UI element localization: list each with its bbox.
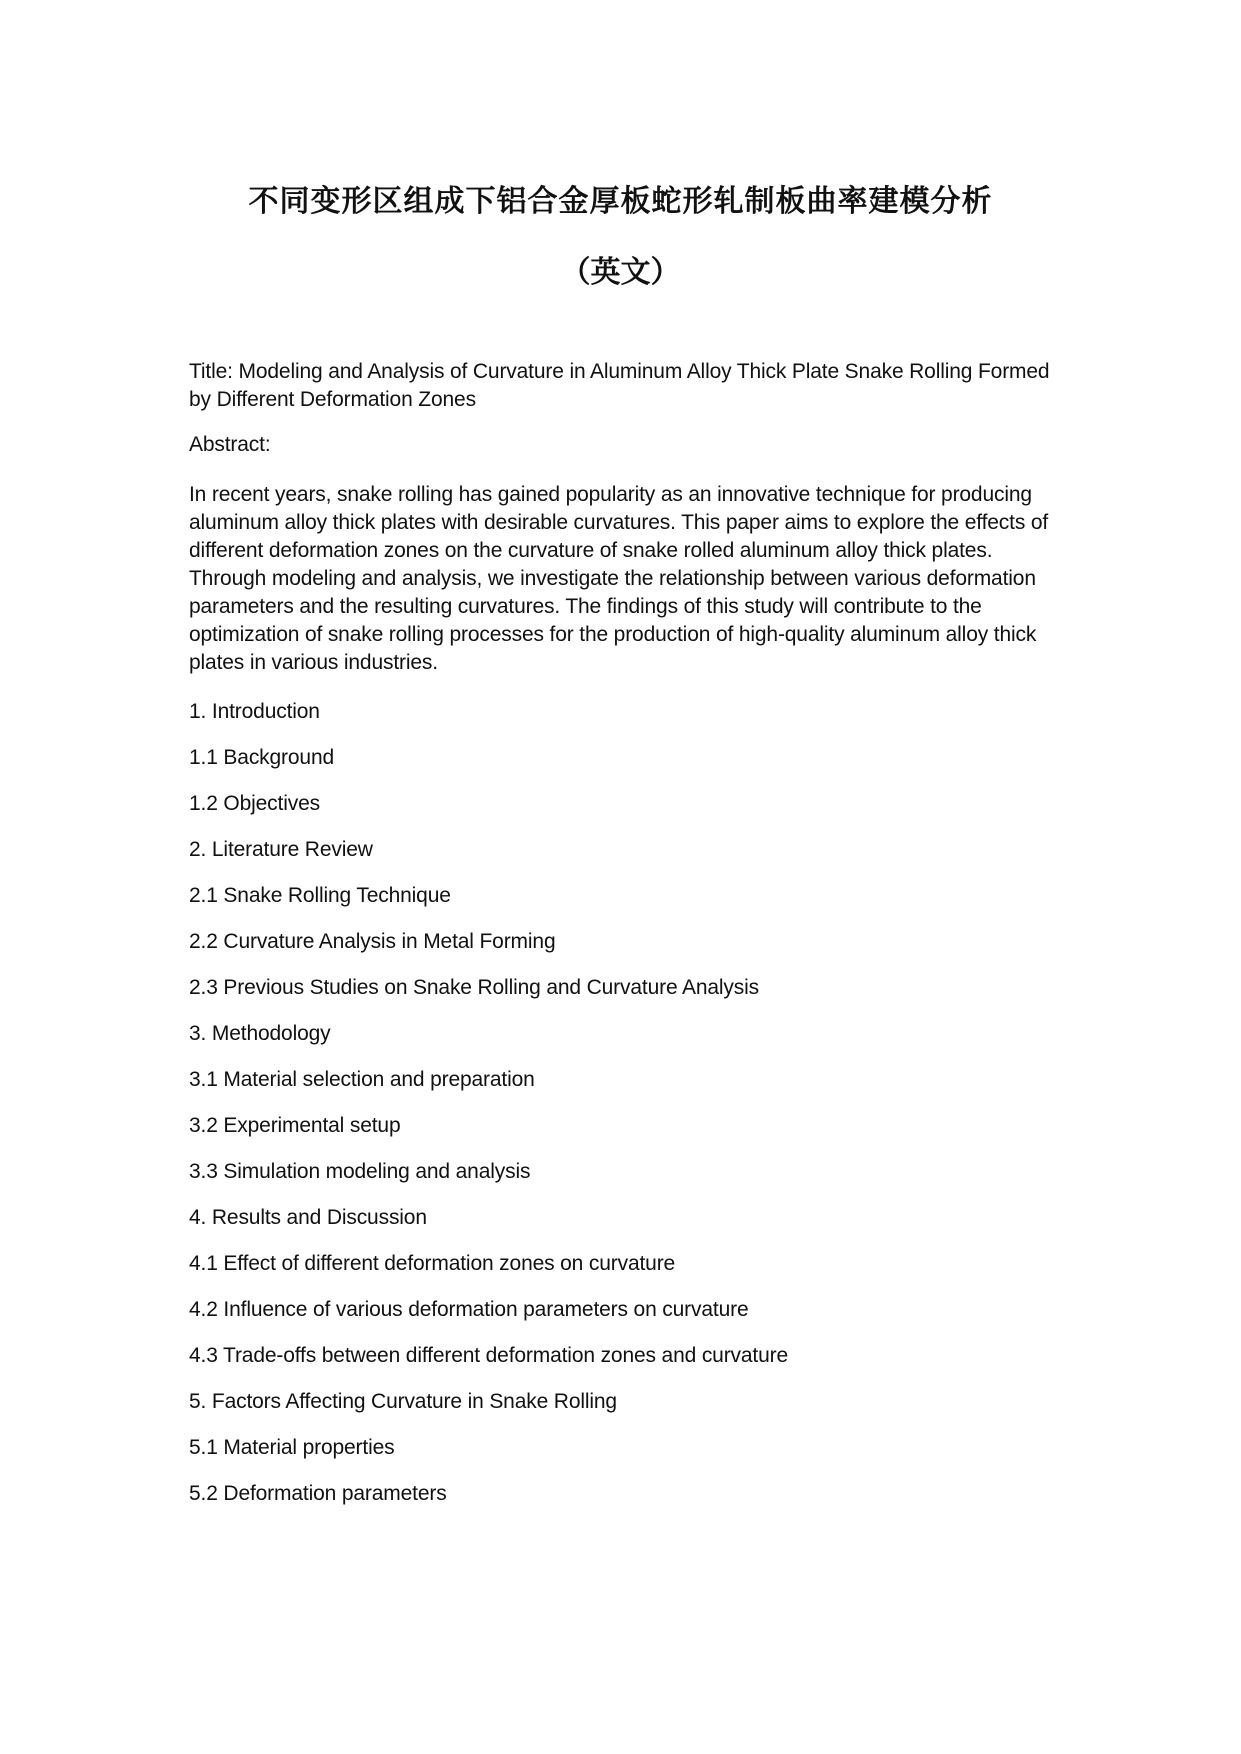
section-heading: 2.2 Curvature Analysis in Metal Forming	[189, 930, 556, 953]
section-heading: 4.1 Effect of different deformation zones on curvature	[189, 1252, 676, 1275]
section-heading: 2. Literature Review	[189, 838, 373, 861]
english-title: Title: Modeling and Analysis of Curvature in Aluminum Alloy Thick Plate Snake Rolling Formed by Different Deformation Zones	[189, 360, 1050, 411]
abstract-paragraph: In recent years, snake rolling has gained popularity as an innovative technique for producing aluminum alloy thick plates with desirable curvatures. This paper aims to explore the effects of different deformation zones on the curvature of snake rolled aluminum alloy thick plates. Through modeling and analysis, we investigate the relationship between various deformation parameters and the resulting curvatures. The findings of this study will contribute to the optimization of snake rolling processes for the production of high-quality aluminum alloy thick plates in various industries.	[189, 483, 1049, 674]
section-heading: 5.2 Deformation parameters	[189, 1482, 447, 1505]
section-heading: 5.1 Material properties	[189, 1436, 395, 1459]
section-heading: 4. Results and Discussion	[189, 1206, 427, 1229]
section-heading: 3. Methodology	[189, 1022, 331, 1045]
section-heading: 5. Factors Affecting Curvature in Snake Rolling	[189, 1390, 617, 1413]
section-outline	[189, 698, 1069, 1508]
document-body	[189, 358, 1069, 1526]
chinese-title: 不同变形区组成下铝合金厚板蛇形轧制板曲率建模分析	[248, 184, 993, 219]
chinese-subtitle: （英文）	[560, 255, 681, 290]
section-heading: 4.3 Trade-offs between different deformation zones and curvature	[189, 1344, 789, 1367]
section-heading: 3.3 Simulation modeling and analysis	[189, 1160, 531, 1183]
abstract-heading: Abstract:	[189, 433, 271, 456]
section-heading: 2.1 Snake Rolling Technique	[189, 884, 451, 907]
section-heading: 1. Introduction	[189, 700, 320, 723]
section-heading: 1.2 Objectives	[189, 792, 320, 815]
section-heading: 3.1 Material selection and preparation	[189, 1068, 535, 1091]
section-heading: 4.2 Influence of various deformation parameters on curvature	[189, 1298, 749, 1321]
section-heading: 3.2 Experimental setup	[189, 1114, 401, 1137]
section-heading: 2.3 Previous Studies on Snake Rolling and Curvature Analysis	[189, 976, 759, 999]
section-heading: 1.1 Background	[189, 746, 335, 769]
